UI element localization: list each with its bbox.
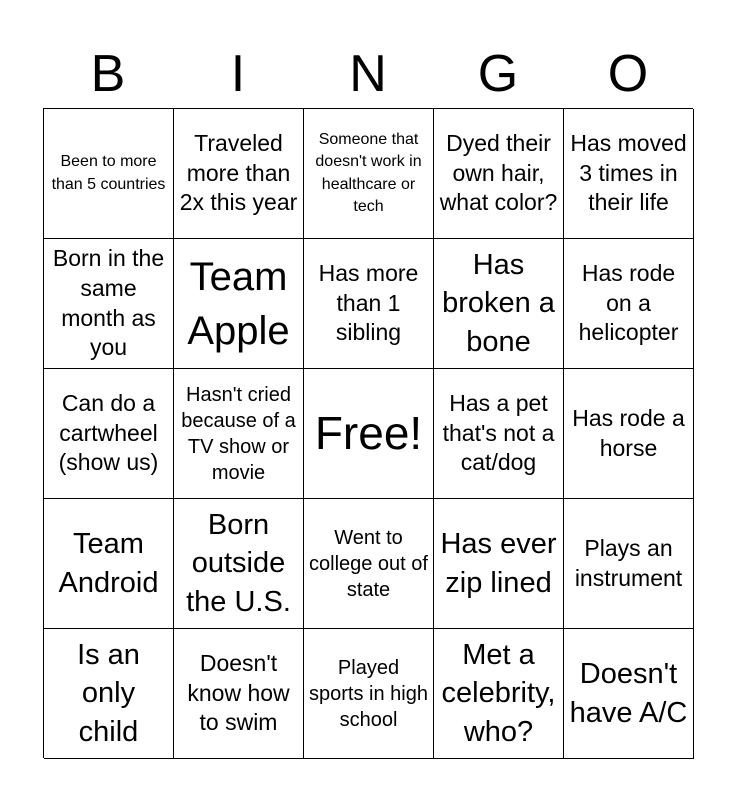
bingo-cell-text: Born outside the U.S.: [186, 509, 291, 618]
bingo-cell-text: Doesn't have A/C: [569, 658, 688, 729]
bingo-cell-i2[interactable]: [174, 239, 304, 369]
header-letter-o: O: [607, 45, 649, 103]
bingo-cell-g3[interactable]: [434, 369, 564, 499]
bingo-cell-text: Has ever zip lined: [440, 528, 557, 599]
bingo-cell-text: Is an only child: [77, 639, 140, 748]
bingo-cell-text: Has a pet that's not a cat/dog: [442, 389, 555, 476]
header-letter-i: I: [230, 45, 246, 103]
bingo-cell-n1[interactable]: [304, 109, 434, 239]
bingo-cell-text: Born in the same month as you: [52, 244, 165, 361]
bingo-cell-text: Free!: [314, 407, 423, 460]
bingo-cell-n5[interactable]: [304, 629, 434, 759]
bingo-cell-text: Hasn't cried because of a TV show or movie: [181, 383, 296, 484]
bingo-cell-o5[interactable]: [564, 629, 694, 759]
bingo-cell-text: Went to college out of state: [309, 526, 428, 601]
bingo-cell-i5[interactable]: [174, 629, 304, 759]
bingo-cell-g4[interactable]: [434, 499, 564, 629]
bingo-cell-g1[interactable]: [434, 109, 564, 239]
bingo-cell-text: Has rode on a helicopter: [578, 259, 679, 346]
bingo-cell-i3[interactable]: [174, 369, 304, 499]
bingo-cell-text: Has broken a bone: [442, 249, 555, 358]
bingo-cell-n3[interactable]: [304, 369, 434, 499]
bingo-cell-n2[interactable]: [304, 239, 434, 369]
bingo-grid: [43, 108, 693, 758]
bingo-cell-o4[interactable]: [564, 499, 694, 629]
bingo-cell-g5[interactable]: [434, 629, 564, 759]
bingo-cell-o1[interactable]: [564, 109, 694, 239]
header-letter-b: B: [90, 45, 126, 103]
bingo-cell-g2[interactable]: [434, 239, 564, 369]
bingo-cell-o2[interactable]: [564, 239, 694, 369]
bingo-cell-o3[interactable]: [564, 369, 694, 499]
bingo-cell-b4[interactable]: [44, 499, 174, 629]
bingo-header: [43, 40, 693, 108]
bingo-cell-text: Team Android: [58, 528, 159, 599]
bingo-cell-text: Doesn't know how to swim: [187, 649, 290, 736]
bingo-cell-text: Has moved 3 times in their life: [570, 129, 687, 216]
bingo-cell-text: Plays an instrument: [574, 534, 683, 591]
bingo-cell-text: Dyed their own hair, what color?: [439, 129, 558, 216]
bingo-cell-text: Team Apple: [187, 254, 290, 353]
bingo-cell-i1[interactable]: [174, 109, 304, 239]
bingo-cell-text: Has more than 1 sibling: [318, 259, 419, 346]
bingo-cell-i4[interactable]: [174, 499, 304, 629]
bingo-cell-b2[interactable]: [44, 239, 174, 369]
bingo-cell-text: Someone that doesn't work in healthcare or tech: [315, 130, 422, 215]
bingo-cell-b3[interactable]: [44, 369, 174, 499]
bingo-cell-text: Can do a cartwheel (show us): [58, 389, 159, 476]
bingo-cell-b1[interactable]: [44, 109, 174, 239]
bingo-cell-text: Been to more than 5 countries: [51, 153, 166, 193]
bingo-cell-text: Met a celebrity, who?: [441, 639, 556, 748]
header-letter-n: N: [349, 45, 387, 103]
bingo-cell-text: Traveled more than 2x this year: [179, 129, 298, 216]
bingo-cell-text: Has rode a horse: [572, 404, 685, 461]
bingo-cell-b5[interactable]: [44, 629, 174, 759]
bingo-cell-text: Played sports in high school: [309, 656, 428, 731]
bingo-cell-n4[interactable]: [304, 499, 434, 629]
header-letter-g: G: [477, 45, 519, 103]
